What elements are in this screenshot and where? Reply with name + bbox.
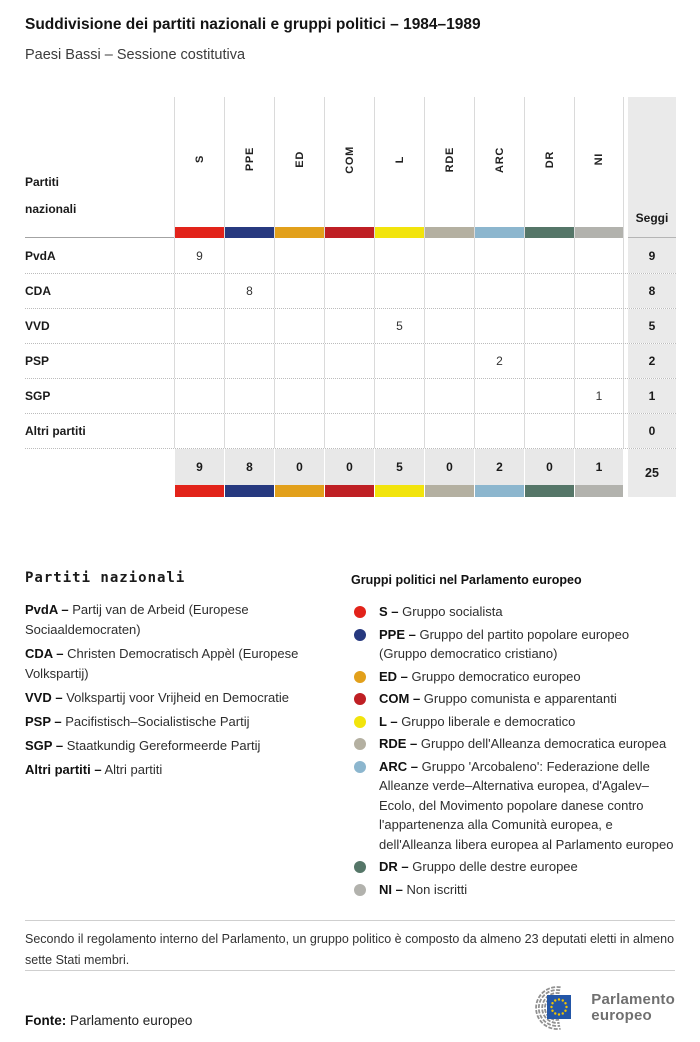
group-color-dot [354,738,366,750]
seat-value-cell [474,414,524,448]
column-total-value: 0 [296,460,303,474]
seat-value-cell [374,238,424,273]
seat-value-cell [274,344,324,378]
seat-value-cell [424,274,474,308]
group-color-bar [325,227,374,238]
group-legend-entry [351,880,675,900]
seats-total-cell: 0 [628,414,676,448]
group-color-bar [575,485,623,497]
seat-value-cell [224,379,274,413]
party-abbr: SGP – [25,738,64,753]
group-legend-entry [351,602,675,622]
seat-value-cell [574,238,624,273]
column-total-cell [524,449,574,497]
legend-parties-title: Partiti nazionali [25,570,186,586]
seat-value-cell [424,379,474,413]
seat-value-cell [474,309,524,343]
group-color-bar [475,485,524,497]
seat-value-cell [574,274,624,308]
seat-value-cell [174,414,224,448]
page-header [25,15,675,65]
legends-section [25,570,675,902]
group-legend-entry [351,734,675,754]
group-legend-entry [351,857,675,877]
group-header-cell [524,97,574,238]
group-header-label: RDE [443,146,456,173]
seat-value-cell [524,274,574,308]
seat-value-cell [424,344,474,378]
seat-value-cell [174,274,224,308]
group-description: Gruppo comunista e apparentanti [423,691,617,706]
group-color-bar [375,485,424,497]
party-name-cell [25,238,174,273]
group-color-bar [225,485,274,497]
seat-value-cell [274,414,324,448]
group-legend-entry [351,625,675,664]
seat-value-cell [324,309,374,343]
group-color-dot [354,884,366,896]
column-total-cell [474,449,524,497]
group-color-dot [354,761,366,773]
column-total-cell [374,449,424,497]
column-total-value: 1 [595,460,603,474]
group-color-dot [354,671,366,683]
column-total-value: 8 [246,460,253,474]
group-color-bar [175,227,224,238]
party-name-cell [25,274,174,308]
seat-value-cell [524,344,574,378]
group-color-bar [425,227,474,238]
party-name: CDA [25,284,51,298]
group-color-bar [475,227,524,238]
table-row [25,273,676,308]
source-label: Fonte: [25,1013,67,1028]
seat-value-cell [324,238,374,273]
party-description: Staatkundig Gereformeerde Partij [66,738,261,753]
table-row [25,378,676,413]
seats-table [25,97,676,497]
seat-value-cell: 1 [574,379,624,413]
group-abbr: DR – [379,859,409,874]
seat-value-cell [374,414,424,448]
seat-value-cell [474,274,524,308]
table-row [25,238,676,273]
footnote: Secondo il regolamento interno del Parlamento, un gruppo politico è composto da almeno 23 deputati eletti in almeno sette Stati membri. [25,932,675,967]
column-total-cell [324,449,374,497]
group-abbr: ARC – [379,758,419,774]
group-legend-text [379,712,575,732]
party-name: VVD [25,319,50,333]
group-abbr: RDE – [379,736,418,751]
party-name-cell [25,344,174,378]
column-total-value: 0 [346,460,353,474]
european-parliament-logo [517,985,675,1031]
group-header-label: DR [543,150,556,169]
totals-row [25,448,676,497]
legend-political-groups [351,570,675,902]
column-total-value: 2 [496,460,503,474]
group-color-bar [275,227,324,238]
group-color-dot [354,606,366,618]
row-header-cell [25,97,174,238]
column-total-value: 0 [546,460,553,474]
party-legend-entry [25,688,327,708]
party-name-cell [25,309,174,343]
seat-value-cell [374,379,424,413]
group-abbr: L – [379,713,398,729]
party-description: Partij van de Arbeid (Europese Sociaaldemocraten) [25,602,249,637]
source-row [25,980,675,1036]
seat-value-cell [224,344,274,378]
group-abbr: PPE – [379,626,416,642]
seats-total-cell: 2 [628,344,676,378]
seat-value-cell [224,309,274,343]
party-abbr: CDA – [25,646,64,661]
seats-header-label: Seggi [635,211,669,225]
party-abbr: Altri partiti – [25,762,102,777]
seat-value-cell [524,414,574,448]
group-header-label: ARC [493,146,506,173]
group-header-cell [374,97,424,238]
seat-value-cell [324,274,374,308]
seat-value-cell: 2 [474,344,524,378]
table-row [25,343,676,378]
group-description: Gruppo liberale e democratico [401,713,576,729]
party-legend-entry [25,600,327,640]
seat-value-cell [374,344,424,378]
seat-value-cell [174,344,224,378]
seats-total-cell: 8 [628,274,676,308]
legend-parties-list [25,600,327,780]
group-color-bar [375,227,424,238]
group-legend-text [379,734,666,754]
table-header-row [25,97,676,238]
group-header-cell [474,97,524,238]
party-abbr: PSP – [25,714,62,729]
source [25,1013,192,1028]
divider [25,970,675,971]
group-color-dot [354,693,366,705]
group-color-bar [225,227,274,238]
seat-value-cell [424,238,474,273]
party-name-cell [25,379,174,413]
seat-value-cell [224,238,274,273]
logo-text-line: Parlamento [591,990,675,1008]
group-color-dot [354,861,366,873]
seat-value-cell [574,309,624,343]
column-total-cell [574,449,624,497]
group-abbr: S – [379,604,399,619]
seat-value-cell [474,379,524,413]
seat-value-cell [324,379,374,413]
column-total-value: 0 [446,460,453,474]
group-color-dot [354,716,366,728]
legend-groups-list [351,602,675,899]
seat-value-cell [324,344,374,378]
group-abbr: COM – [379,691,421,706]
party-description: Altri partiti [104,762,163,777]
group-abbr: NI – [379,881,403,897]
party-name-cell [25,414,174,448]
group-legend-text [379,757,675,855]
divider [25,920,675,921]
party-description: Volkspartij voor Vrijheid en Democratie [66,690,289,705]
grand-total-cell: 25 [628,449,676,497]
ep-hemicycle-icon [517,985,581,1031]
group-legend-text [379,689,617,709]
group-color-bar [275,485,324,497]
group-header-label: L [393,155,406,164]
group-description: Gruppo del partito popolare europeo (Gruppo democratico cristiano) [379,626,630,661]
page-title: Suddivisione dei partiti nazionali e gruppi politici – 1984–1989 [25,16,481,33]
group-description: Gruppo democratico europeo [411,668,581,684]
seats-total-cell: 5 [628,309,676,343]
seat-value-cell [524,379,574,413]
row-header-line: Partiti [25,175,60,189]
column-total-value: 5 [396,460,403,474]
group-description: Gruppo socialista [402,604,503,619]
group-header-label: NI [593,153,605,166]
seat-value-cell [174,379,224,413]
group-header-label: PPE [243,147,256,172]
group-legend-entry [351,757,675,855]
group-color-bar [525,227,574,238]
group-description: Non iscritti [406,881,468,897]
row-header-line: nazionali [25,202,77,216]
seat-value-cell [174,309,224,343]
seat-value-cell [274,309,324,343]
column-total-cell [224,449,274,497]
party-abbr: VVD – [25,690,63,705]
group-header-cell [574,97,624,238]
table-row [25,413,676,448]
seat-value-cell [274,274,324,308]
group-legend-text [379,625,675,664]
seat-value-cell [474,238,524,273]
column-total-cell [424,449,474,497]
seats-header-cell [628,97,676,238]
group-legend-text [379,857,578,877]
seat-value-cell [324,414,374,448]
party-name: PvdA [25,248,56,263]
group-abbr: ED – [379,668,408,684]
party-description: Christen Democratisch Appèl (Europese Volkspartij) [25,646,299,681]
group-header-label: ED [293,151,306,168]
totals-label-cell [25,449,174,497]
seat-value-cell [424,309,474,343]
seat-value-cell: 9 [174,238,224,273]
group-header-cell [174,97,224,238]
legend-national-parties [25,570,327,902]
seat-value-cell [374,274,424,308]
group-legend-entry [351,712,675,732]
group-header-cell [424,97,474,238]
logo-text [591,992,675,1025]
group-color-bar [525,485,574,497]
party-legend-entry [25,736,327,756]
party-name: PSP [25,354,50,368]
group-header-cell [274,97,324,238]
party-name: SGP [25,389,51,403]
legend-groups-title: Gruppi politici nel Parlamento europeo [351,573,582,587]
group-color-bar [425,485,474,497]
seat-value-cell [574,414,624,448]
group-header-label: S [193,155,206,164]
group-color-bar [575,227,623,238]
group-header-cell [224,97,274,238]
source-value: Parlamento europeo [70,1013,193,1028]
column-total-value: 9 [196,460,203,474]
seat-value-cell: 8 [224,274,274,308]
page-subtitle: Paesi Bassi – Sessione costitutiva [25,47,246,63]
party-legend-entry [25,760,327,780]
group-color-dot [354,629,366,641]
seat-value-cell [524,238,574,273]
party-legend-entry [25,712,327,732]
logo-text-line: europeo [591,1007,652,1024]
seats-total-cell: 9 [628,238,676,273]
party-legend-entry [25,644,327,684]
table-row [25,308,676,343]
party-name: Altri partiti [25,424,86,438]
group-legend-text [379,667,581,687]
group-legend-text [379,602,503,622]
group-header-label: COM [343,145,356,174]
group-header-cell [324,97,374,238]
party-abbr: PvdA – [25,602,69,617]
seat-value-cell [574,344,624,378]
seat-value-cell [224,414,274,448]
seats-total-cell: 1 [628,379,676,413]
column-total-cell [274,449,324,497]
group-color-bar [325,485,374,497]
group-color-bar [175,485,224,497]
group-legend-text [379,880,467,900]
seat-value-cell [274,238,324,273]
group-legend-entry [351,689,675,709]
seat-value-cell [274,379,324,413]
party-description: Pacifistisch–Socialistische Partij [65,714,250,729]
seat-value-cell: 5 [374,309,424,343]
seat-value-cell [524,309,574,343]
column-total-cell [174,449,224,497]
seat-value-cell [424,414,474,448]
group-legend-entry [351,667,675,687]
group-description: Gruppo 'Arcobaleno': Federazione delle Alleanze verde–Alternativa europea, d'Agalev–Ecolo, del Movimento popolare danese contro l'appartenenza alla Comunità europea, e dell'Alleanza libera europea al Parlamento europeo [379,758,674,852]
group-description: Gruppo dell'Alleanza democratica europea [420,736,667,751]
group-description: Gruppo delle destre europee [412,859,578,874]
